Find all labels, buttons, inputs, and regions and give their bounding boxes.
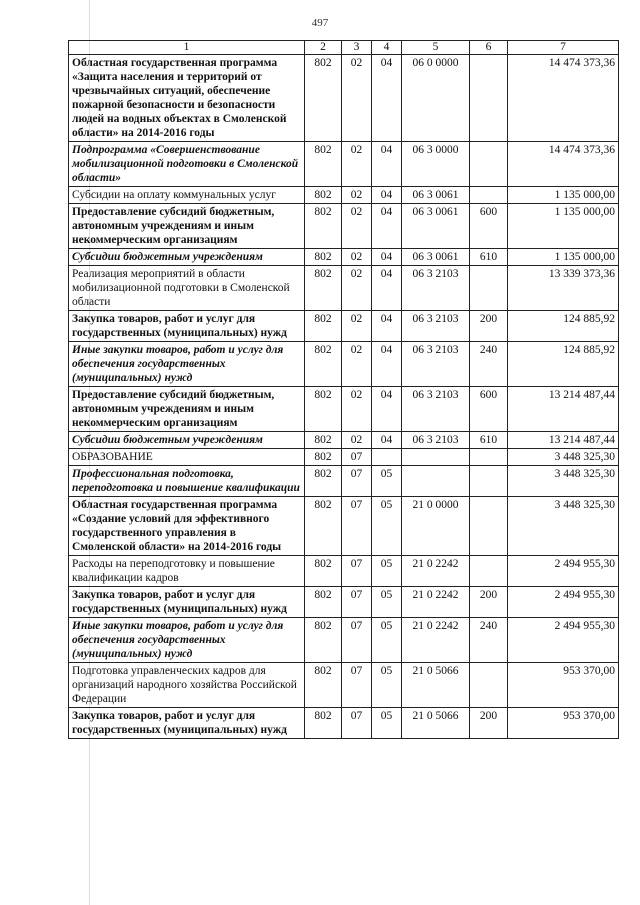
- row-expense-type-cell: [470, 663, 508, 708]
- row-target-article-cell: 06 3 0061: [402, 187, 470, 204]
- row-amount-cell: 13 339 373,36: [508, 266, 619, 311]
- row-target-article-cell: 06 3 2103: [402, 266, 470, 311]
- page-number: 497: [311, 17, 329, 29]
- row-name-cell: Субсидии на оплату коммунальных услуг: [69, 187, 305, 204]
- row-amount-cell: 13 214 487,44: [508, 387, 619, 432]
- header-col-5: 5: [402, 41, 470, 55]
- row-expense-type-cell: 200: [470, 311, 508, 342]
- header-col-6: 6: [470, 41, 508, 55]
- row-subsection-cell: [372, 449, 402, 466]
- row-amount-cell: 13 214 487,44: [508, 432, 619, 449]
- row-amount-cell: 1 135 000,00: [508, 187, 619, 204]
- row-name-cell: Субсидии бюджетным учреждениям: [69, 249, 305, 266]
- row-target-article-cell: 06 3 0000: [402, 142, 470, 187]
- row-expense-type-cell: 600: [470, 387, 508, 432]
- table-row: [69, 142, 619, 187]
- row-name-cell: Иные закупки товаров, работ и услуг для обеспечения государственных (муниципальных) нужд: [69, 618, 305, 663]
- row-subsection-cell: 04: [372, 342, 402, 387]
- row-name-cell: Областная государственная программа «Создание условий для эффективного государственного управления в Смоленской области» на 2014-2016 годы: [69, 497, 305, 556]
- row-amount-cell: 124 885,92: [508, 342, 619, 387]
- row-subsection-cell: 04: [372, 187, 402, 204]
- table-row: [69, 556, 619, 587]
- row-subsection-cell: 04: [372, 387, 402, 432]
- row-expense-type-cell: [470, 266, 508, 311]
- row-subsection-cell: 04: [372, 311, 402, 342]
- row-expense-type-cell: [470, 55, 508, 142]
- row-name-cell: Расходы на переподготовку и повышение квалификации кадров: [69, 556, 305, 587]
- row-section-cell: 02: [342, 311, 372, 342]
- row-amount-cell: 2 494 955,30: [508, 618, 619, 663]
- row-expense-type-cell: 610: [470, 432, 508, 449]
- row-expense-type-cell: [470, 187, 508, 204]
- table-row: [69, 311, 619, 342]
- row-target-article-cell: 21 0 2242: [402, 618, 470, 663]
- row-subsection-cell: 04: [372, 266, 402, 311]
- table-row: [69, 466, 619, 497]
- row-subsection-cell: 04: [372, 204, 402, 249]
- row-section-cell: 07: [342, 556, 372, 587]
- row-subsection-cell: 05: [372, 556, 402, 587]
- row-section-cell: 02: [342, 204, 372, 249]
- row-section-cell: 02: [342, 387, 372, 432]
- row-target-article-cell: 06 3 2103: [402, 432, 470, 449]
- row-amount-cell: 1 135 000,00: [508, 204, 619, 249]
- row-ministry-cell: 802: [305, 342, 342, 387]
- row-subsection-cell: 04: [372, 249, 402, 266]
- row-name-cell: Подготовка управленческих кадров для организаций народного хозяйства Российской Федерации: [69, 663, 305, 708]
- row-target-article-cell: 21 0 0000: [402, 497, 470, 556]
- table-row: [69, 449, 619, 466]
- table-row: [69, 266, 619, 311]
- row-section-cell: 02: [342, 55, 372, 142]
- header-col-1: 1: [69, 41, 305, 55]
- table-header-row: [69, 41, 619, 55]
- row-subsection-cell: 05: [372, 618, 402, 663]
- row-ministry-cell: 802: [305, 663, 342, 708]
- row-section-cell: 07: [342, 587, 372, 618]
- row-expense-type-cell: 240: [470, 342, 508, 387]
- row-target-article-cell: 06 3 0061: [402, 249, 470, 266]
- row-name-cell: Закупка товаров, работ и услуг для государственных (муниципальных) нужд: [69, 587, 305, 618]
- row-ministry-cell: 802: [305, 249, 342, 266]
- row-expense-type-cell: 200: [470, 587, 508, 618]
- row-amount-cell: 953 370,00: [508, 663, 619, 708]
- row-section-cell: 02: [342, 266, 372, 311]
- row-amount-cell: 2 494 955,30: [508, 556, 619, 587]
- row-ministry-cell: 802: [305, 618, 342, 663]
- row-subsection-cell: 05: [372, 587, 402, 618]
- row-ministry-cell: 802: [305, 466, 342, 497]
- table-row: [69, 387, 619, 432]
- table-row: [69, 342, 619, 387]
- row-subsection-cell: 04: [372, 55, 402, 142]
- row-name-cell: Подпрограмма «Совершенствование мобилизационной подготовки в Смоленской области»: [69, 142, 305, 187]
- row-section-cell: 02: [342, 249, 372, 266]
- row-name-cell: Областная государственная программа «Защита населения и территорий от чрезвычайных ситуаций, обеспечение пожарной безопасности и безопасности людей на водных объектах в Смоленской области» на 2014-2016 годы: [69, 55, 305, 142]
- row-target-article-cell: 21 0 2242: [402, 556, 470, 587]
- table-row: [69, 618, 619, 663]
- row-ministry-cell: 802: [305, 142, 342, 187]
- row-section-cell: 02: [342, 187, 372, 204]
- row-expense-type-cell: 240: [470, 618, 508, 663]
- row-expense-type-cell: [470, 497, 508, 556]
- row-subsection-cell: 05: [372, 466, 402, 497]
- row-subsection-cell: 05: [372, 497, 402, 556]
- row-ministry-cell: 802: [305, 55, 342, 142]
- row-name-cell: Закупка товаров, работ и услуг для государственных (муниципальных) нужд: [69, 311, 305, 342]
- row-ministry-cell: 802: [305, 387, 342, 432]
- row-section-cell: 02: [342, 342, 372, 387]
- row-amount-cell: 2 494 955,30: [508, 587, 619, 618]
- row-ministry-cell: 802: [305, 432, 342, 449]
- row-amount-cell: 14 474 373,36: [508, 142, 619, 187]
- row-subsection-cell: 05: [372, 663, 402, 708]
- row-amount-cell: 953 370,00: [508, 708, 619, 739]
- row-ministry-cell: 802: [305, 204, 342, 249]
- table-row: [69, 204, 619, 249]
- row-ministry-cell: 802: [305, 497, 342, 556]
- row-name-cell: Реализация мероприятий в области мобилизационной подготовки в Смоленской области: [69, 266, 305, 311]
- row-target-article-cell: [402, 449, 470, 466]
- row-ministry-cell: 802: [305, 187, 342, 204]
- row-name-cell: Закупка товаров, работ и услуг для государственных (муниципальных) нужд: [69, 708, 305, 739]
- row-expense-type-cell: [470, 449, 508, 466]
- row-target-article-cell: 21 0 2242: [402, 587, 470, 618]
- row-section-cell: 07: [342, 618, 372, 663]
- row-name-cell: Профессиональная подготовка, переподготовка и повышение квалификации: [69, 466, 305, 497]
- row-expense-type-cell: 200: [470, 708, 508, 739]
- row-target-article-cell: 06 0 0000: [402, 55, 470, 142]
- row-ministry-cell: 802: [305, 587, 342, 618]
- row-section-cell: 07: [342, 466, 372, 497]
- row-name-cell: Иные закупки товаров, работ и услуг для обеспечения государственных (муниципальных) нужд: [69, 342, 305, 387]
- row-amount-cell: 3 448 325,30: [508, 466, 619, 497]
- row-section-cell: 07: [342, 449, 372, 466]
- row-name-cell: Предоставление субсидий бюджетным, автономным учреждениям и иным некоммерческим организациям: [69, 387, 305, 432]
- row-name-cell: Предоставление субсидий бюджетным, автономным учреждениям и иным некоммерческим организациям: [69, 204, 305, 249]
- row-ministry-cell: 802: [305, 556, 342, 587]
- row-expense-type-cell: [470, 556, 508, 587]
- table-row: [69, 587, 619, 618]
- row-section-cell: 02: [342, 432, 372, 449]
- row-subsection-cell: 04: [372, 432, 402, 449]
- row-expense-type-cell: 600: [470, 204, 508, 249]
- row-section-cell: 07: [342, 663, 372, 708]
- row-target-article-cell: 06 3 2103: [402, 311, 470, 342]
- row-amount-cell: 3 448 325,30: [508, 449, 619, 466]
- row-target-article-cell: 06 3 2103: [402, 387, 470, 432]
- row-name-cell: Субсидии бюджетным учреждениям: [69, 432, 305, 449]
- table-row: [69, 497, 619, 556]
- row-expense-type-cell: 610: [470, 249, 508, 266]
- table-row: [69, 663, 619, 708]
- table-row: [69, 249, 619, 266]
- row-ministry-cell: 802: [305, 266, 342, 311]
- row-target-article-cell: [402, 466, 470, 497]
- row-subsection-cell: 05: [372, 708, 402, 739]
- row-ministry-cell: 802: [305, 449, 342, 466]
- row-target-article-cell: 21 0 5066: [402, 663, 470, 708]
- row-amount-cell: 124 885,92: [508, 311, 619, 342]
- budget-table: [68, 40, 619, 739]
- table-row: [69, 432, 619, 449]
- row-section-cell: 07: [342, 708, 372, 739]
- table-row: [69, 55, 619, 142]
- table-row: [69, 708, 619, 739]
- table-row: [69, 187, 619, 204]
- row-amount-cell: 3 448 325,30: [508, 497, 619, 556]
- row-expense-type-cell: [470, 142, 508, 187]
- header-col-7: 7: [508, 41, 619, 55]
- header-col-2: 2: [305, 41, 342, 55]
- row-target-article-cell: 06 3 2103: [402, 342, 470, 387]
- header-col-3: 3: [342, 41, 372, 55]
- row-name-cell: ОБРАЗОВАНИЕ: [69, 449, 305, 466]
- row-amount-cell: 1 135 000,00: [508, 249, 619, 266]
- header-col-4: 4: [372, 41, 402, 55]
- row-amount-cell: 14 474 373,36: [508, 55, 619, 142]
- row-ministry-cell: 802: [305, 708, 342, 739]
- row-section-cell: 07: [342, 497, 372, 556]
- row-subsection-cell: 04: [372, 142, 402, 187]
- row-ministry-cell: 802: [305, 311, 342, 342]
- row-expense-type-cell: [470, 466, 508, 497]
- row-section-cell: 02: [342, 142, 372, 187]
- row-target-article-cell: 06 3 0061: [402, 204, 470, 249]
- row-target-article-cell: 21 0 5066: [402, 708, 470, 739]
